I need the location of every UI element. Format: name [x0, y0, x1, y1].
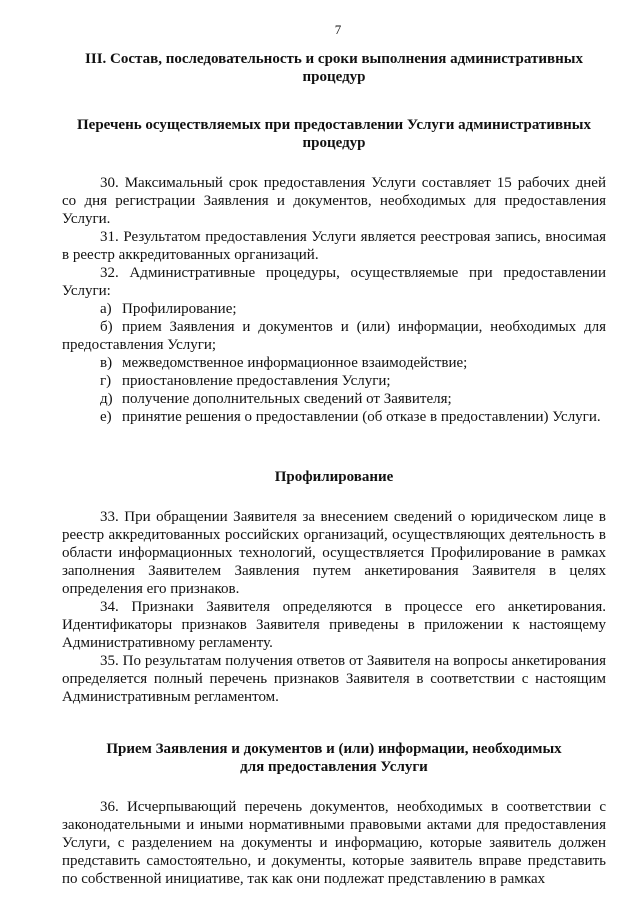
list-item	[62, 354, 606, 372]
procedures-list-heading-line-2: процедур	[302, 135, 366, 151]
list-item-text: межведомственное информационное взаимодействие;	[122, 355, 468, 371]
list-item-mark: а)	[100, 301, 112, 317]
list-item-text: Профилирование;	[122, 301, 237, 317]
list-item-text: приостановление предоставления Услуги;	[122, 373, 391, 389]
paragraph-31: 31. Результатом предоставления Услуги является реестровая запись, вносимая в реестр аккредитованных организаций.	[62, 229, 606, 263]
paragraph-35: 35. По результатам получения ответов от Заявителя на вопросы анкетирования определяется полный перечень признаков Заявителя в соответствии с настоящим Административным регламентом.	[62, 653, 606, 705]
list-item-text: прием Заявления и документов и (или) информации, необходимых для предоставления Услуги;	[62, 319, 606, 353]
list-item-text: получение дополнительных сведений от Заявителя;	[122, 391, 452, 407]
reception-heading	[62, 740, 606, 776]
section-heading-line-2: процедур	[302, 69, 366, 85]
paragraph-32: 32. Административные процедуры, осуществляемые при предоставлении Услуги:	[62, 265, 606, 299]
section-heading	[62, 50, 606, 86]
list-item	[62, 318, 606, 354]
paragraph-34: 34. Признаки Заявителя определяются в процессе его анкетирования. Идентификаторы признаков Заявителя приведены в приложении к настоящему Административному регламенту.	[62, 599, 606, 651]
list-item-mark: е)	[100, 409, 112, 425]
list-item-mark: в)	[100, 355, 113, 371]
procedures-list-heading-line-1: Перечень осуществляемых при предоставлении Услуги административных	[77, 117, 591, 133]
paragraph-36: 36. Исчерпывающий перечень документов, необходимых в соответствии с законодательными и иными нормативными правовыми актами для предоставления Услуги, с разделением на документы и информацию, которые заявитель должен представить самостоятельно, и документы, которые заявитель вправе представить по собственной инициативе, так как они подлежат представлению в рамках	[62, 799, 606, 887]
list-item	[62, 390, 606, 408]
list-item	[62, 408, 606, 426]
list-item	[62, 372, 606, 390]
paragraph-30: 30. Максимальный срок предоставления Услуги составляет 15 рабочих дней со дня регистрации Заявления и документов, необходимых для предоставления Услуги.	[62, 175, 606, 227]
list-item	[62, 300, 606, 318]
list-item-mark: д)	[100, 391, 113, 407]
profiling-heading: Профилирование	[274, 469, 394, 485]
list-item-text: принятие решения о предоставлении (об отказе в предоставлении) Услуги.	[122, 409, 601, 425]
paragraph-33: 33. При обращении Заявителя за внесением сведений о юридическом лице в реестр аккредитованных российских организаций, осуществляющих деятельность в области информационных технологий, осуществляется Профилирование в рамках заполнения Заявителем Заявления путем анкетирования Заявителя в целях определения его признаков.	[62, 509, 606, 597]
reception-heading-line-2: для предоставления Услуги	[240, 759, 428, 775]
procedures-list	[62, 300, 606, 426]
list-item-mark: г)	[100, 373, 112, 389]
page-number: 7	[334, 22, 342, 37]
procedures-list-heading	[62, 116, 606, 152]
section-heading-line-1: III. Состав, последовательность и сроки выполнения административных	[85, 51, 583, 67]
list-item-mark: б)	[100, 319, 113, 335]
reception-heading-line-1: Прием Заявления и документов и (или) информации, необходимых	[106, 741, 562, 757]
